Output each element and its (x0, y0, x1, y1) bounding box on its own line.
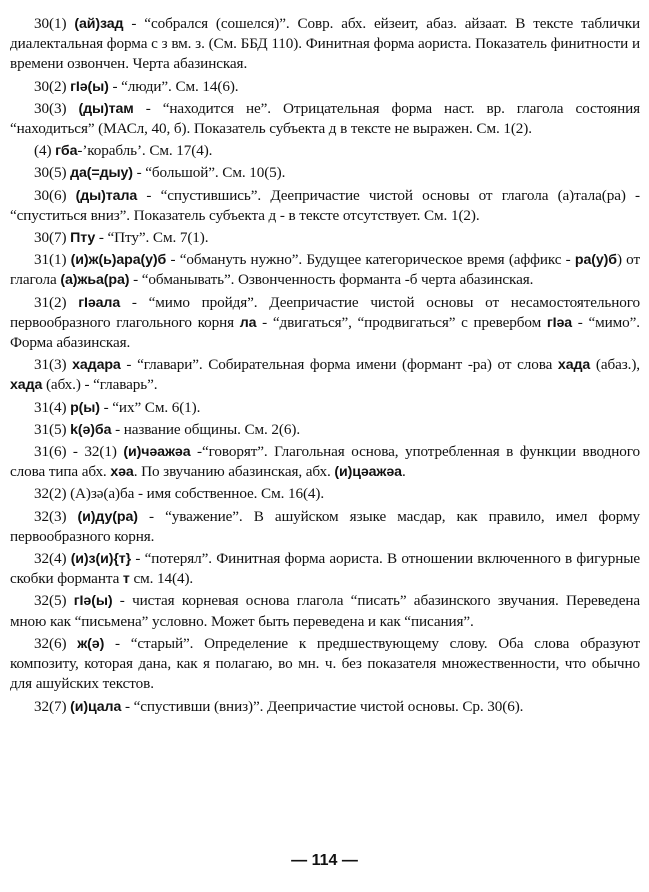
term: ла (239, 314, 257, 331)
entry-text: 30(2) (34, 77, 71, 95)
entry-text: - “собрался (сошелся)”. Совр. абх. ейзеит, абаз. айзаат. В тексте таблички диалектальная форма с з вм. з. (См. ББД 110). Финитная форма аориста. Показатель финитности и времени озвончен. Черта абазинская. (10, 15, 640, 73)
entry-paragraph (10, 77, 640, 97)
term: хәа (110, 464, 134, 481)
entry-text: 32(6) (34, 634, 78, 652)
entry-text: 32(4) (34, 550, 71, 568)
term: k(ә)ба (70, 421, 112, 438)
term: хада (10, 377, 43, 394)
entry-text: 32(5) (34, 592, 74, 610)
term: гIәа (546, 314, 573, 331)
term: гIәала (78, 294, 121, 311)
entry-text: - “потерял”. Финитная форма аориста. В отношении включенного в фигурные скобки форманта (10, 550, 641, 588)
term: хадара (72, 357, 121, 374)
entry-text: - “старый”. Определение к предшествующему слову. Оба слова образуют композиту, которая дана, как я полагаю, во мн. ч. без показателя множественности, что обычно для ашуйских текстов. (10, 634, 641, 693)
entry-paragraph (10, 355, 640, 395)
term: (ай)зад (74, 16, 124, 32)
entry-text: 31(4) (34, 398, 71, 416)
entry-paragraph (10, 634, 640, 695)
entry-text: (4) (34, 142, 56, 160)
entry-text: - “главари”. Собирательная форма имени (формант -ра) от слова (120, 356, 558, 374)
entry-text: - “находится не”. Отрицательная форма наст. вр. глагола состояния “находиться” (МАСл, 40, б). Показатель субъекта д в тексте не выражен. См. 1(2). (10, 99, 641, 138)
entry-text: (абаз.), (590, 356, 640, 374)
term: (ды)там (78, 100, 134, 117)
entry-text: ) от глагола (10, 251, 640, 289)
term: (и)з(и){т} (70, 551, 132, 568)
entry-paragraph (10, 186, 640, 226)
term: (ды)тала (75, 187, 138, 204)
entry-text: 30(3) (34, 99, 79, 117)
entry-text: 31(5) (34, 420, 71, 438)
entry-text: - чистая корневая основа глагола “писать” абазинского звучания. Переведена мною как “письмена” условно. Может быть переведена и как “писания”. (10, 592, 640, 630)
entry-text: . (401, 463, 406, 481)
entry-text: - “большой”. См. 10(5). (132, 164, 286, 182)
page-body (10, 14, 640, 719)
entry-text: - “их” См. 6(1). (99, 398, 201, 416)
term: хада (557, 357, 591, 374)
term: да(=дыу) (70, 165, 133, 182)
entry-text: 30(1) (34, 15, 75, 32)
entry-paragraph (10, 14, 640, 75)
term: (и)цала (70, 698, 122, 715)
entry-paragraph (10, 250, 640, 290)
entry-paragraph (10, 293, 640, 354)
entry-text: 31(6) - 32(1) (34, 443, 124, 461)
entry-text: - “обмануть нужно”. Будущее категорическое время (аффикс - (166, 251, 575, 269)
entry-text: см. 14(4). (129, 570, 194, 588)
term: (и)чәажәа (123, 444, 191, 461)
entry-paragraph (10, 163, 640, 183)
entry-text: 32(7) (34, 697, 71, 715)
entry-paragraph (10, 549, 640, 589)
entry-paragraph (10, 507, 640, 547)
term: (и)ду(ра) (77, 508, 138, 525)
entry-paragraph (10, 484, 640, 504)
entry-paragraph (10, 442, 640, 482)
entry-text: - “мимо”. Форма абазинская. (10, 313, 641, 352)
entry-text: -’корабль’. См. 17(4). (77, 142, 213, 160)
entry-paragraph (10, 141, 640, 161)
term: т (122, 571, 130, 588)
entry-text: 30(5) (34, 164, 71, 182)
entry-text: 31(3) (34, 356, 73, 374)
entry-text: 32(2) (А)зә(а)ба - имя собственное. См. 16(4). (34, 485, 325, 503)
page-number: — 114 — (291, 852, 358, 869)
entry-text: - “спустившись”. Деепричастие чистой основы от глагола (а)тала(ра) - “спуститься вниз”. Показатель субъекта д - в тексте отсутствует. См. 1(2). (10, 186, 641, 224)
term: р(ы) (70, 399, 100, 416)
term: (и)цәажәа (334, 464, 402, 481)
entry-text: 32(3) (34, 507, 78, 525)
entry-text: 31(2) (34, 293, 79, 311)
entry-text: - “обманывать”. Озвонченность форманта -б черта абазинская. (129, 271, 534, 289)
entry-paragraph (10, 420, 640, 440)
entry-text: - “спустивши (вниз)”. Деепричастие чистой основы. Ср. 30(6). (121, 697, 524, 715)
term: (и)ж(ь)ара(у)б (70, 252, 167, 269)
entry-text: - “мимо пройдя”. Деепричастие чистой основы от несамостоятельного первообразного глагольного корня (10, 293, 641, 331)
entry-text: 30(6) (34, 186, 76, 204)
term: ж(ә) (77, 635, 105, 652)
entry-text: - “Пту”. См. 7(1). (95, 229, 209, 247)
term: гIә(ы) (70, 78, 109, 95)
entry-text: . По звучанию абазинская, абх. (133, 463, 335, 481)
term: гба (55, 143, 78, 160)
entry-text: (абх.) - “главарь”. (42, 376, 158, 394)
term: гIә(ы) (73, 593, 113, 610)
entry-paragraph (10, 398, 640, 418)
entry-text: 30(7) (34, 229, 71, 247)
entry-text: 31(1) (34, 251, 71, 269)
entry-paragraph (10, 591, 640, 631)
entry-text: -“говорят”. Глагольная основа, употребленная в функции вводного слова типа абх. (10, 443, 641, 481)
entry-text: - “уважение”. В ашуйском языке масдар, как правило, имел форму первообразного корня. (10, 507, 640, 545)
entry-text: - название общины. См. 2(6). (111, 420, 301, 438)
entry-text: - “двигаться”, “продвигаться” с превербом (256, 313, 547, 331)
entry-text: - “люди”. См. 14(6). (108, 77, 239, 95)
entry-paragraph (10, 99, 640, 139)
term: ра(у)б (574, 252, 617, 269)
entry-paragraph (10, 228, 640, 248)
term: (а)жьа(ра) (60, 272, 130, 289)
term: Пту (70, 230, 96, 247)
entry-paragraph (10, 697, 640, 717)
